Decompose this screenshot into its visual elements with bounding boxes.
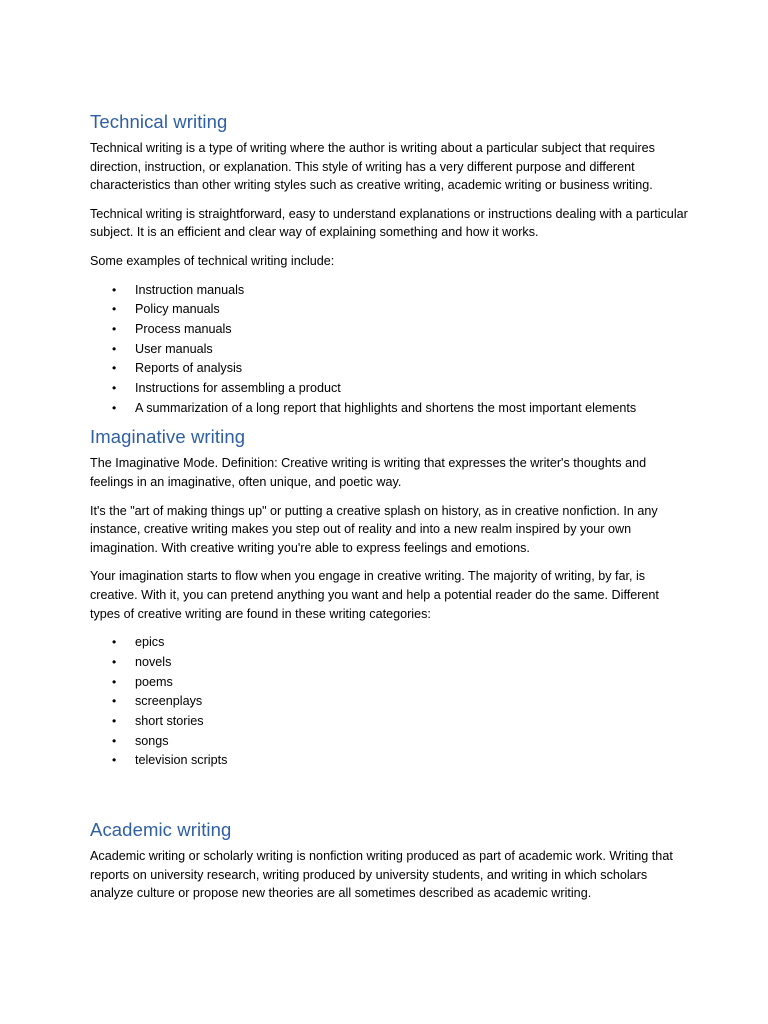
list-item	[90, 673, 688, 693]
list-item	[90, 751, 688, 771]
bullet-icon: •	[112, 635, 117, 650]
list-item-text: Policy manuals	[135, 302, 220, 317]
list-item-text: poems	[135, 674, 173, 689]
list-item	[90, 399, 688, 419]
bullet-icon: •	[112, 733, 117, 748]
list-item-text: short stories	[135, 714, 204, 729]
paragraph: The Imaginative Mode. Definition: Creative writing is writing that expresses the writer's thoughts and feelings in an imaginative, often unique, and poetic way.	[90, 456, 647, 490]
heading-academic-writing: Academic writing	[90, 819, 232, 841]
list-item	[90, 712, 688, 732]
paragraph: Academic writing or scholarly writing is nonfiction writing produced as part of academic work. Writing that reports on university research, writing produced by university students, and writing in which scholars analyze culture or propose new theories are all sometimes described as academic writing.	[90, 849, 673, 901]
paragraph: It's the "art of making things up" or putting a creative splash on history, as in creative nonfiction. In any instance, creative writing makes you step out of reality and into a new realm inspired by your own imagination. With creative writing you're able to express feelings and emotions.	[90, 503, 658, 555]
list-item	[90, 379, 688, 399]
bullet-icon: •	[112, 381, 117, 396]
paragraph: Technical writing is straightforward, easy to understand explanations or instructions dealing with a particular subject. It is an efficient and clear way of explaining something and how it works.	[90, 206, 688, 240]
section-academic-writing	[90, 817, 688, 903]
list-item-text: Instructions for assembling a product	[135, 381, 341, 396]
list-item	[90, 359, 688, 379]
list-intro: Some examples of technical writing include:	[90, 253, 335, 268]
section-imaginative-writing	[90, 424, 688, 771]
bullet-icon: •	[112, 654, 117, 669]
bullet-icon: •	[112, 341, 117, 356]
list-item	[90, 732, 688, 752]
list-item-text: epics	[135, 635, 165, 650]
list-item	[90, 320, 688, 340]
list-item	[90, 300, 688, 320]
list-item-text: A summarization of a long report that highlights and shortens the most important elements	[135, 400, 637, 415]
bullet-icon: •	[112, 753, 117, 768]
list-item-text: Instruction manuals	[135, 282, 245, 297]
list-item-text: screenplays	[135, 694, 203, 709]
bullet-icon: •	[112, 714, 117, 729]
list-item-text: novels	[135, 654, 172, 669]
technical-writing-examples-list	[90, 281, 688, 419]
list-item	[90, 692, 688, 712]
bullet-icon: •	[112, 674, 117, 689]
list-item-text: songs	[135, 733, 169, 748]
list-item	[90, 281, 688, 301]
list-item	[90, 653, 688, 673]
bullet-icon: •	[112, 321, 117, 336]
list-item-text: User manuals	[135, 341, 213, 356]
creative-writing-categories-list	[90, 633, 688, 771]
heading-imaginative-writing: Imaginative writing	[90, 426, 246, 448]
bullet-icon: •	[112, 361, 117, 376]
bullet-icon: •	[112, 694, 117, 709]
list-item	[90, 633, 688, 653]
bullet-icon: •	[112, 282, 117, 297]
paragraph: Your imagination starts to flow when you engage in creative writing. The majority of writing, by far, is creative. With it, you can pretend anything you want and help a potential reader do the same. Different types of creative writing are found in these writing categories:	[90, 569, 659, 621]
bullet-icon: •	[112, 400, 117, 415]
list-item	[90, 340, 688, 360]
section-technical-writing	[90, 109, 688, 418]
list-item-text: Reports of analysis	[135, 361, 243, 376]
list-item-text: television scripts	[135, 753, 228, 768]
paragraph: Technical writing is a type of writing where the author is writing about a particular subject that requires direction, instruction, or explanation. This style of writing has a very different purpose and different characteristics than other writing styles such as creative writing, academic writing or business writing.	[90, 141, 655, 193]
bullet-icon: •	[112, 302, 117, 317]
heading-technical-writing: Technical writing	[90, 111, 228, 132]
list-item-text: Process manuals	[135, 321, 232, 336]
